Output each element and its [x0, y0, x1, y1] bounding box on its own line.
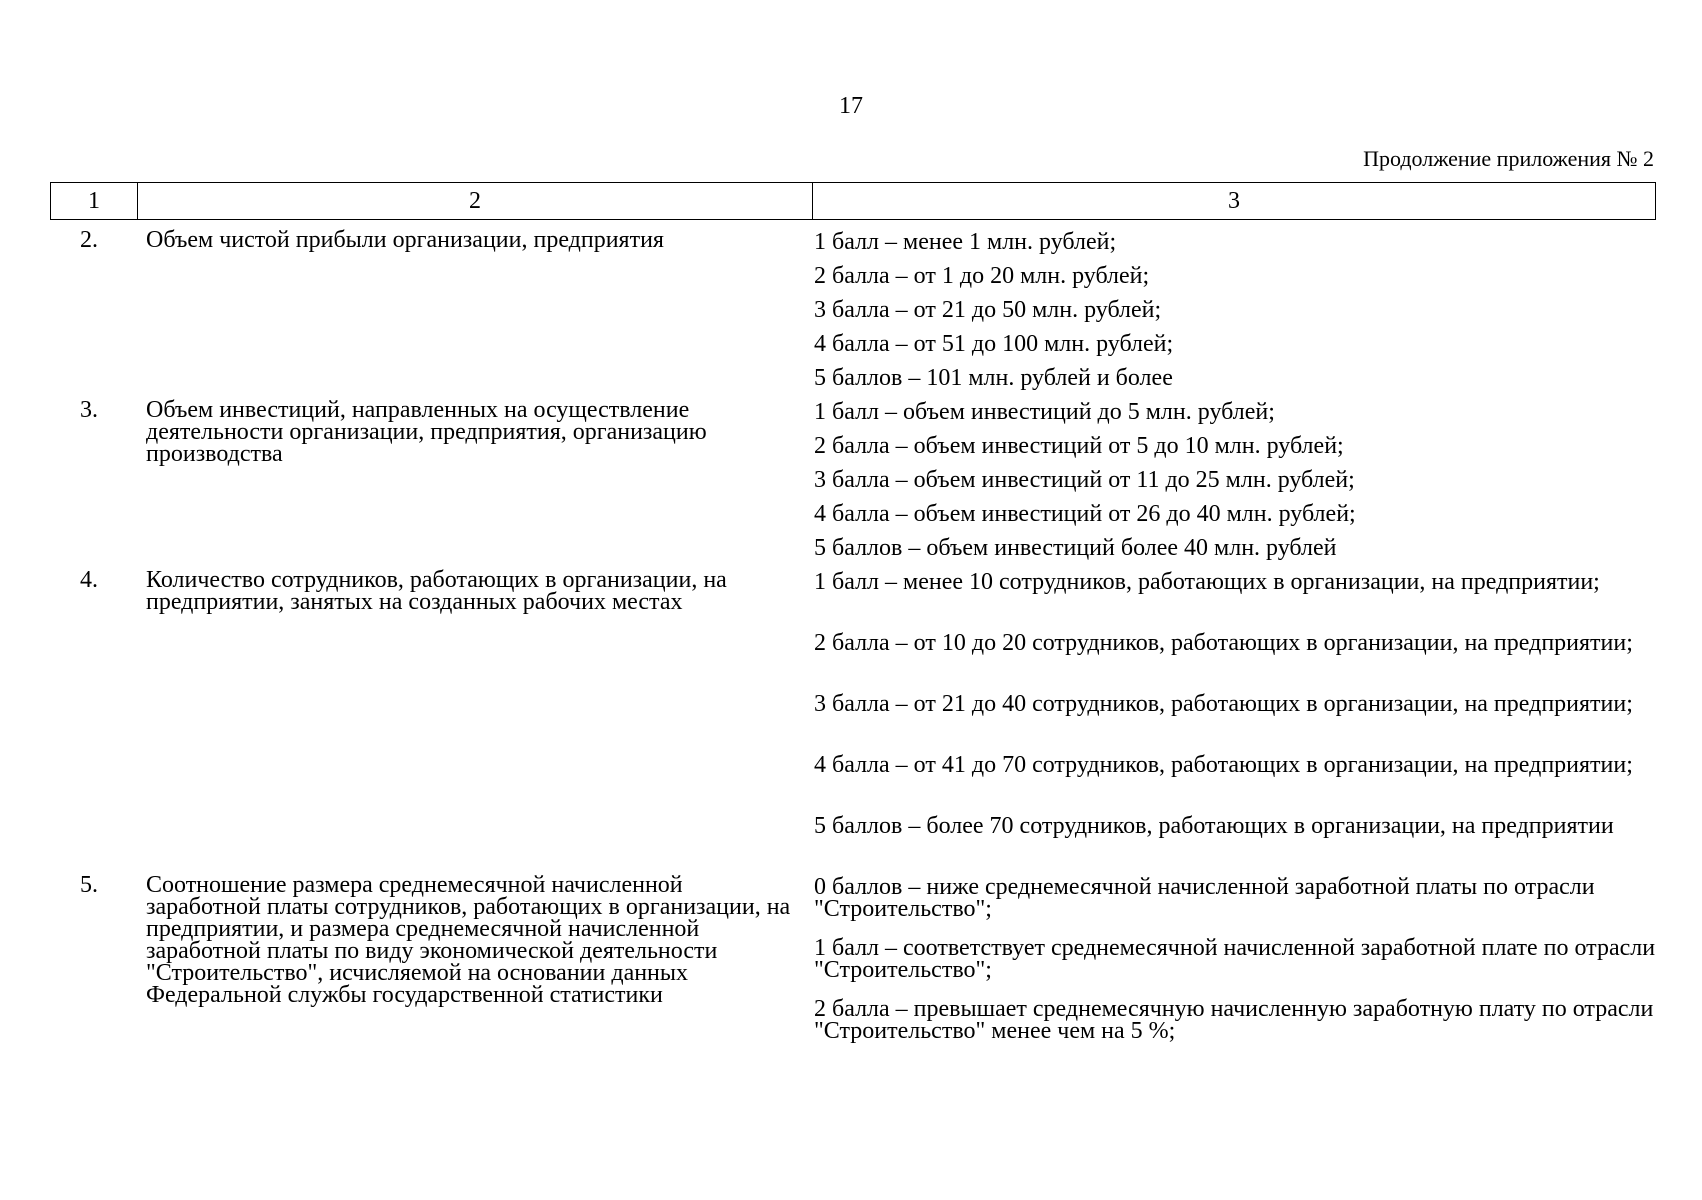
header-col-1: 1: [51, 183, 138, 220]
row-number: 3.: [80, 397, 98, 423]
header-col-3: 3: [813, 183, 1656, 220]
score-item: 4 балла – объем инвестиций от 26 до 40 млн. рублей;: [814, 501, 1356, 527]
table-row: [50, 396, 1656, 566]
score-item: 2 балла – от 10 до 20 сотрудников, работающих в организации, на предприятии;: [814, 630, 1633, 656]
row-number: 5.: [80, 872, 98, 898]
row-number: 2.: [80, 227, 98, 253]
score-item: 5 баллов – объем инвестиций более 40 млн. рублей: [814, 535, 1337, 561]
score-item: 1 балл – объем инвестиций до 5 млн. рублей;: [814, 399, 1275, 425]
score-item: 4 балла – от 41 до 70 сотрудников, работающих в организации, на предприятии;: [814, 752, 1633, 778]
score-item: 1 балл – менее 10 сотрудников, работающих в организации, на предприятии;: [814, 569, 1600, 595]
appendix-continuation-label: Продолжение приложения № 2: [1363, 146, 1654, 171]
score-item: 5 баллов – 101 млн. рублей и более: [814, 365, 1173, 391]
score-item: 2 балла – превышает среднемесячную начисленную заработную плату по отрасли "Строительство" менее чем на 5 %;: [814, 996, 1654, 1044]
table-row: [50, 566, 1656, 871]
criteria-table-body: [50, 226, 1656, 1054]
header-col-2: 2: [138, 183, 813, 220]
score-item: 1 балл – менее 1 млн. рублей;: [814, 229, 1117, 255]
score-item: 3 балла – от 21 до 50 млн. рублей;: [814, 297, 1162, 323]
table-row: [50, 226, 1656, 396]
score-item: 3 балла – объем инвестиций от 11 до 25 млн. рублей;: [814, 467, 1355, 493]
criterion-name: Объем чистой прибыли организации, предприятия: [146, 227, 664, 253]
criterion-scores: [802, 566, 1656, 871]
criterion-scores: [802, 226, 1656, 396]
score-item: 2 балла – объем инвестиций от 5 до 10 млн. рублей;: [814, 433, 1344, 459]
page-number: 17: [839, 93, 863, 119]
table-row: [50, 871, 1656, 1054]
criterion-scores: [802, 871, 1656, 1054]
row-number: 4.: [80, 567, 98, 593]
criterion-name: Количество сотрудников, работающих в организации, на предприятии, занятых на созданных рабочих местах: [146, 567, 727, 615]
column-number-header: [50, 182, 1656, 220]
score-item: 1 балл – соответствует среднемесячной начисленной заработной плате по отрасли "Строительство";: [814, 935, 1656, 983]
criterion-scores: [802, 396, 1656, 566]
score-item: 0 баллов – ниже среднемесячной начисленной заработной платы по отрасли "Строительство";: [814, 874, 1595, 922]
criterion-name: Объем инвестиций, направленных на осуществление деятельности организации, предприятия, организацию производства: [146, 397, 707, 467]
score-item: 2 балла – от 1 до 20 млн. рублей;: [814, 263, 1150, 289]
criterion-name: Соотношение размера среднемесячной начисленной заработной платы сотрудников, работающих в организации, на предприятии, и размера среднемесячной начисленной заработной платы по виду экономической деятельности "Строительство", исчисляемой на основании данных Федеральной службы государственной статистики: [146, 872, 791, 1008]
score-item: 3 балла – от 21 до 40 сотрудников, работающих в организации, на предприятии;: [814, 691, 1633, 717]
score-item: 5 баллов – более 70 сотрудников, работающих в организации, на предприятии: [814, 813, 1614, 839]
score-item: 4 балла – от 51 до 100 млн. рублей;: [814, 331, 1174, 357]
